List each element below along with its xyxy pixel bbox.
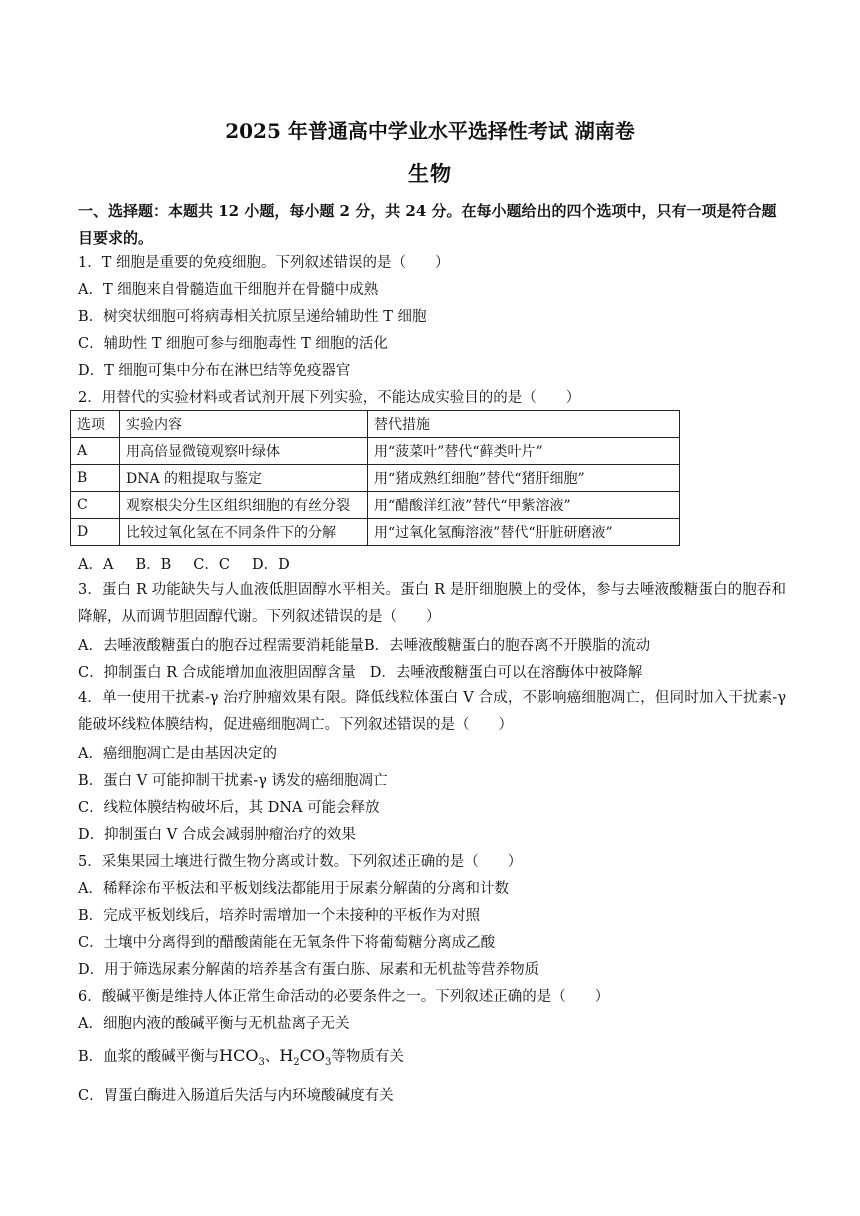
question-3-option-c: C．抑制蛋白 R 合成能增加血液胆固醇含量 <box>78 665 356 681</box>
table-cell: 比较过氧化氢在不同条件下的分解 <box>120 519 368 546</box>
question-2-stem: 2．用替代的实验材料或者试剂开展下列实验，不能达成实验目的的是（ ） <box>78 390 581 406</box>
question-6-option-c: C．胃蛋白酶进入肠道后失活与内环境酸碱度有关 <box>78 1088 394 1104</box>
question-2-option-b: B．B <box>135 557 172 573</box>
question-2-option-a: A．A <box>78 557 114 573</box>
question-3-option-d: D．去唾液酸糖蛋白可以在溶酶体中被降解 <box>369 665 643 681</box>
table-cell: B <box>71 465 120 492</box>
question-4-option-d: D．抑制蛋白 V 合成会减弱肿瘤治疗的效果 <box>78 827 356 843</box>
question-1-stem: 1．T 细胞是重要的免疫细胞。下列叙述错误的是（ ） <box>78 255 450 271</box>
question-4-option-b: B．蛋白 V 可能抑制干扰素-γ 诱发的癌细胞凋亡 <box>78 773 388 789</box>
question-1-option-c: C．辅助性 T 细胞可参与细胞毒性 T 细胞的活化 <box>78 336 388 352</box>
question-5-option-c: C．土壤中分离得到的醋酸菌能在无氧条件下将葡萄糖分离成乙酸 <box>78 935 496 951</box>
formula-carbonic-acid <box>279 1046 332 1069</box>
formula-text: CO <box>299 1046 326 1065</box>
question-5-option-b: B．完成平板划线后，培养时需增加一个未接种的平板作为对照 <box>78 908 481 924</box>
table-header-cell: 实验内容 <box>120 411 368 438</box>
question-4-option-a: A．癌细胞凋亡是由基因决定的 <box>78 746 277 762</box>
question-4-stem: 4．单一使用干扰素-γ 治疗肿瘤效果有限。降低线粒体蛋白 V 合成，不影响癌细胞凋亡，但同时加入干扰素-γ 能破坏线粒体膜结构，促进癌细胞凋亡。下列叙述错误的是（ ） <box>78 690 786 733</box>
table-cell: 观察根尖分生区组织细胞的有丝分裂 <box>120 492 368 519</box>
table-header-cell: 替代措施 <box>368 411 680 438</box>
option-b-suffix: 等物质有关 <box>331 1049 404 1065</box>
table-cell: 用“醋酸洋红液”替代“甲紫溶液” <box>368 492 680 519</box>
formula-subscript: 2 <box>293 1057 300 1069</box>
question-6-option-a: A．细胞内液的酸碱平衡与无机盐离子无关 <box>78 1016 350 1032</box>
question-1-option-a: A．T 细胞来自骨髓造血干细胞并在骨髓中成熟 <box>78 282 379 298</box>
table-row <box>71 438 680 465</box>
question-2-options <box>78 555 290 575</box>
question-2-table <box>70 410 680 546</box>
table-cell: C <box>71 492 120 519</box>
table-row <box>71 492 680 519</box>
question-3-option-a: A．去唾液酸糖蛋白的胞吞过程需要消耗能量 <box>78 638 364 654</box>
question-4-option-c: C．线粒体膜结构破坏后，其 DNA 可能会释放 <box>78 800 380 816</box>
question-5-stem: 5．采集果园土壤进行微生物分离或计数。下列叙述正确的是（ ） <box>78 854 523 870</box>
table-cell: DNA 的粗提取与鉴定 <box>120 465 368 492</box>
table-row <box>71 465 680 492</box>
question-2-option-d: D．D <box>251 557 290 573</box>
question-3-options-row-1 <box>78 636 650 656</box>
table-header-cell: 选项 <box>71 411 120 438</box>
section-heading: 一、选择题：本题共 12 小题，每小题 2 分，共 24 分。在每小题给出的四个选项中，只有一项是符合题目要求的。 <box>78 202 777 247</box>
table-cell: A <box>71 438 120 465</box>
question-6-stem: 6．酸碱平衡是维持人体正常生命活动的必要条件之一。下列叙述正确的是（ ） <box>78 989 610 1005</box>
formula-text: H <box>279 1046 294 1065</box>
table-cell: 用“菠菜叶”替代“藓类叶片” <box>368 438 680 465</box>
formula-text: HCO <box>219 1046 259 1065</box>
page-title: 2025 年普通高中学业水平选择性考试 湖南卷 <box>225 119 635 143</box>
formula-bicarbonate <box>219 1046 265 1069</box>
question-5-option-a: A．稀释涂布平板法和平板划线法都能用于尿素分解菌的分离和计数 <box>78 881 509 897</box>
formula-subscript: 3 <box>258 1057 265 1069</box>
question-1-option-d: D．T 细胞可集中分布在淋巴结等免疫器官 <box>78 363 351 379</box>
table-header-row <box>71 411 680 438</box>
table-cell: 用“过氧化氢酶溶液”替代“肝脏研磨液” <box>368 519 680 546</box>
table-cell: 用高倍显微镜观察叶绿体 <box>120 438 368 465</box>
table-cell: 用“猪成熟红细胞”替代“猪肝细胞” <box>368 465 680 492</box>
option-b-prefix: B．血浆的酸碱平衡与 <box>78 1049 220 1065</box>
separator: 、 <box>264 1049 280 1065</box>
table-row <box>71 519 680 546</box>
question-2-option-c: C．C <box>193 557 230 573</box>
subject-title: 生物 <box>408 161 452 186</box>
question-3-options-row-2 <box>78 663 642 683</box>
question-5-option-d: D．用于筛选尿素分解菌的培养基含有蛋白胨、尿素和无机盐等营养物质 <box>78 962 540 978</box>
formula-subscript: 3 <box>325 1057 332 1069</box>
table-cell: D <box>71 519 120 546</box>
question-6-option-b <box>78 1046 404 1073</box>
question-1-option-b: B．树突状细胞可将病毒相关抗原呈递给辅助性 T 细胞 <box>78 309 427 325</box>
question-3-option-b: B．去唾液酸糖蛋白的胞吞离不开膜脂的流动 <box>363 638 651 654</box>
question-3-stem: 3．蛋白 R 功能缺失与人血液低胆固醇水平相关。蛋白 R 是肝细胞膜上的受体，参与去唾液酸糖蛋白的胞吞和降解，从而调节胆固醇代谢。下列叙述错误的是（ ） <box>78 582 786 625</box>
